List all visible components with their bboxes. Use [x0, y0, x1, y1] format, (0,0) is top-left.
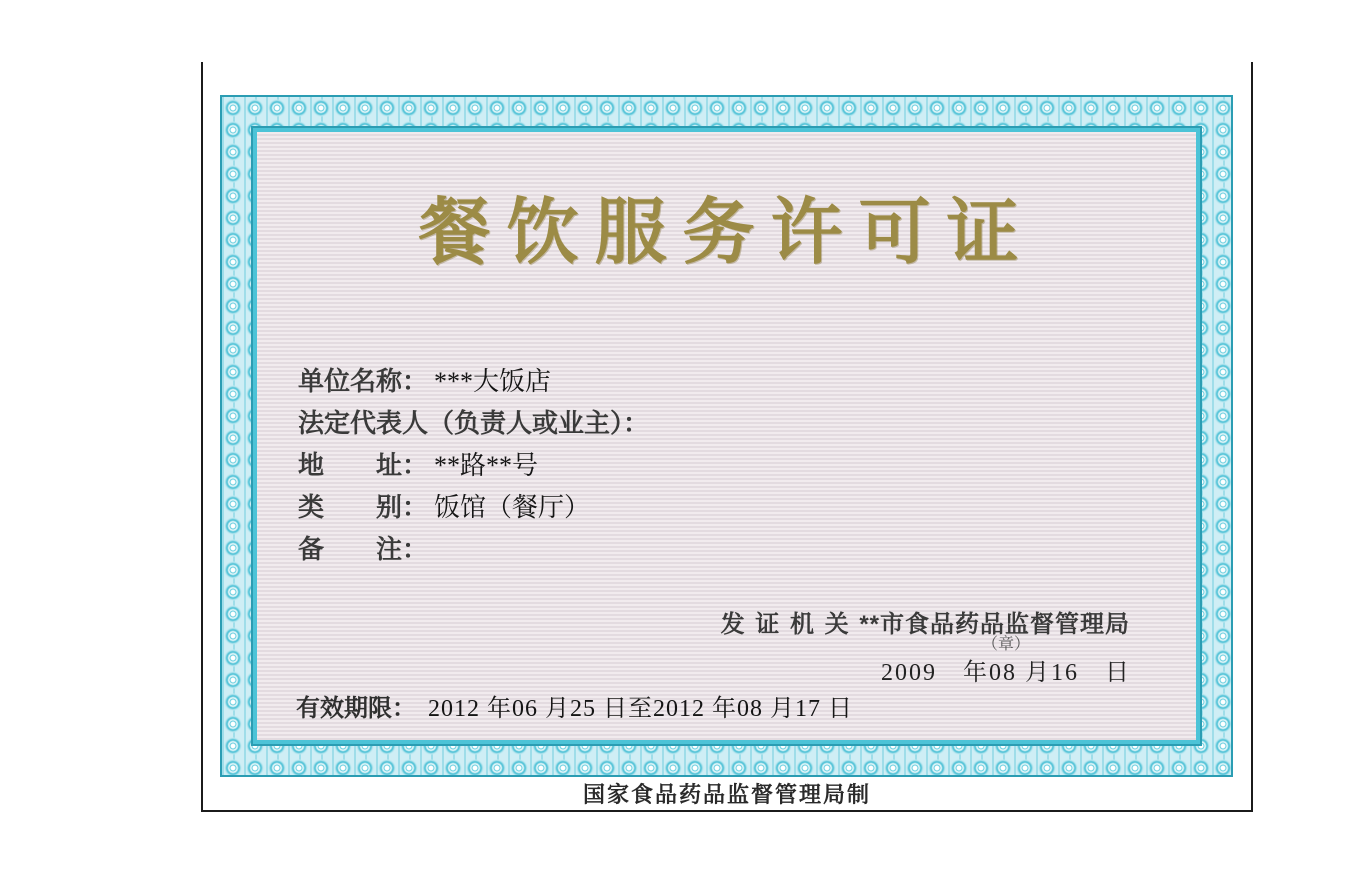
issuing-authority-name: **市食品药品监督管理局	[859, 611, 1130, 638]
field-label: 类 别：	[298, 492, 429, 522]
field-value: ***大饭店	[434, 367, 552, 396]
issuing-authority-label: 发 证 机 关	[720, 611, 851, 638]
field-list	[298, 360, 655, 570]
field-unit-name	[298, 360, 655, 402]
field-value: **路**号	[434, 451, 539, 480]
certificate-body	[257, 132, 1196, 740]
certificate-frame	[220, 95, 1233, 777]
field-category	[298, 486, 655, 528]
issuing-authority	[721, 604, 1130, 639]
field-address	[298, 444, 655, 486]
field-remarks	[298, 528, 655, 570]
field-legal-representative	[298, 402, 655, 444]
field-label: 法定代表人（负责人或业主）：	[298, 408, 650, 438]
inner-frame	[253, 128, 1200, 744]
certificate-title: 餐饮服务许可证	[418, 193, 1035, 273]
field-label: 单位名称：	[298, 366, 429, 396]
decorative-guilloche-border	[222, 97, 1231, 775]
validity-label: 有效期限：	[296, 695, 416, 722]
field-label: 备 注：	[298, 534, 429, 564]
field-value: 饭馆（餐厅）	[434, 493, 591, 522]
validity-period	[296, 688, 853, 723]
field-label: 地 址：	[298, 450, 429, 480]
certificate-page	[201, 62, 1253, 812]
issue-date: 2009 年08 月16 日	[881, 660, 1131, 686]
validity-value: 2012 年06 月25 日至2012 年08 月17 日	[428, 696, 853, 722]
issuing-body-imprint: 国家食品药品监督管理局制	[582, 782, 871, 807]
seal-placeholder: （章）	[981, 636, 1030, 653]
